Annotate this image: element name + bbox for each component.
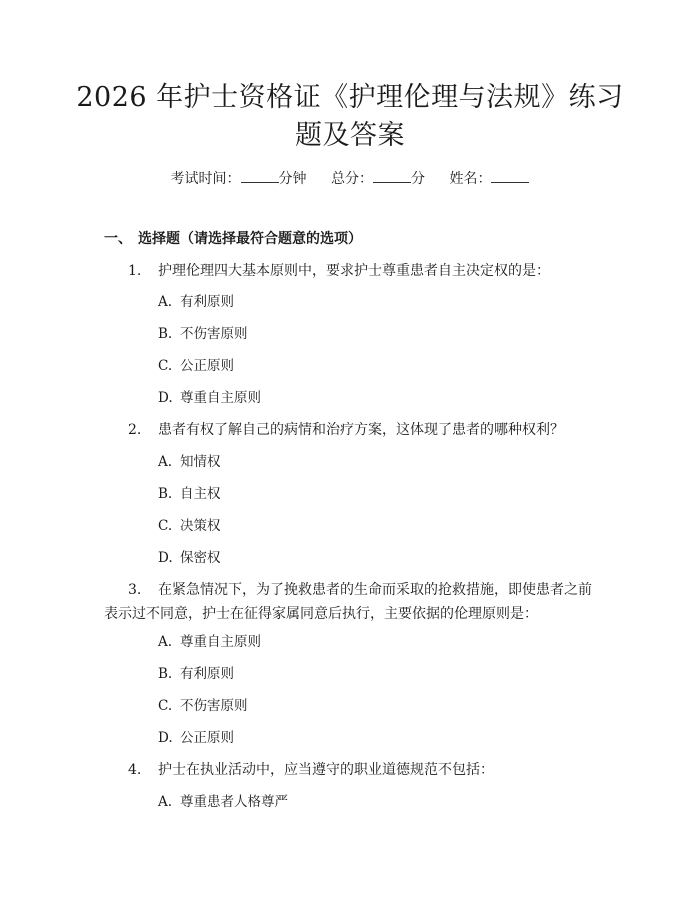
total-score-label: 总分：	[331, 171, 373, 187]
question-number: 4.	[128, 762, 142, 778]
exam-time-unit: 分钟	[278, 171, 307, 187]
total-score-blank	[373, 168, 411, 183]
exam-info-line	[0, 168, 700, 189]
document-title-line-2: 题及答案	[295, 120, 405, 151]
question-number: 1.	[128, 263, 142, 279]
option-text: 尊重自主原则	[180, 390, 261, 406]
section-heading	[104, 229, 362, 249]
option-letter: B.	[158, 486, 173, 502]
option-item	[158, 452, 221, 472]
option-letter: B.	[158, 666, 173, 682]
question-3	[104, 578, 604, 626]
option-text: 有利原则	[180, 666, 234, 682]
question-text: 护士在执业活动中，应当遵守的职业道德规范不包括：	[158, 762, 494, 778]
exam-time-field	[171, 171, 311, 187]
exam-time-blank	[241, 168, 279, 183]
document-title-line-1: 2026 年护士资格证《护理伦理与法规》练习	[76, 82, 624, 113]
option-letter: C.	[158, 698, 173, 714]
name-blank	[491, 168, 529, 183]
total-score-field	[331, 171, 429, 187]
option-letter: A.	[158, 454, 173, 470]
question-4	[104, 758, 604, 782]
option-text: 尊重自主原则	[180, 634, 261, 650]
option-letter: D.	[158, 550, 173, 566]
option-text: 自主权	[180, 486, 221, 502]
option-item	[158, 728, 234, 748]
option-letter: A.	[158, 794, 173, 810]
option-text: 尊重患者人格尊严	[180, 794, 288, 810]
option-letter: B.	[158, 326, 173, 342]
total-score-unit: 分	[411, 171, 425, 187]
option-text: 公正原则	[180, 730, 234, 746]
option-letter: A.	[158, 634, 173, 650]
option-item	[158, 696, 248, 716]
option-letter: D.	[158, 390, 173, 406]
name-field	[449, 171, 529, 187]
option-text: 保密权	[180, 550, 221, 566]
option-item	[158, 516, 221, 536]
option-text: 不伤害原则	[180, 326, 248, 342]
exam-time-label: 考试时间：	[170, 171, 241, 187]
question-2	[104, 418, 604, 442]
option-letter: A.	[158, 294, 173, 310]
question-number: 2.	[128, 422, 142, 438]
option-text: 不伤害原则	[180, 698, 248, 714]
option-item	[158, 664, 234, 684]
question-number: 3.	[128, 582, 142, 598]
option-item	[158, 388, 261, 408]
option-item	[158, 792, 288, 812]
name-label: 姓名：	[449, 171, 492, 187]
option-item	[158, 632, 261, 652]
option-item	[158, 356, 234, 376]
option-item	[158, 548, 221, 568]
question-text: 患者有权了解自己的病情和治疗方案，这体现了患者的哪种权利？	[158, 422, 564, 438]
option-text: 有利原则	[180, 294, 234, 310]
question-text: 护理伦理四大基本原则中，要求护士尊重患者自主决定权的是：	[158, 263, 550, 279]
option-letter: C.	[158, 358, 173, 374]
option-text: 决策权	[180, 518, 221, 534]
section-number: 一、	[104, 231, 132, 247]
option-text: 知情权	[180, 454, 221, 470]
option-item	[158, 484, 221, 504]
section-title: 选择题（请选择最符合题意的选项）	[138, 231, 362, 247]
option-item	[158, 324, 248, 344]
option-letter: D.	[158, 730, 173, 746]
question-1	[104, 259, 604, 283]
option-text: 公正原则	[180, 358, 234, 374]
option-item	[158, 292, 234, 312]
option-letter: C.	[158, 518, 173, 534]
question-text: 在紧急情况下，为了挽救患者的生命而采取的抢救措施，即使患者之前表示过不同意，护士在征得家属同意后执行，主要依据的伦理原则是：	[104, 582, 592, 622]
